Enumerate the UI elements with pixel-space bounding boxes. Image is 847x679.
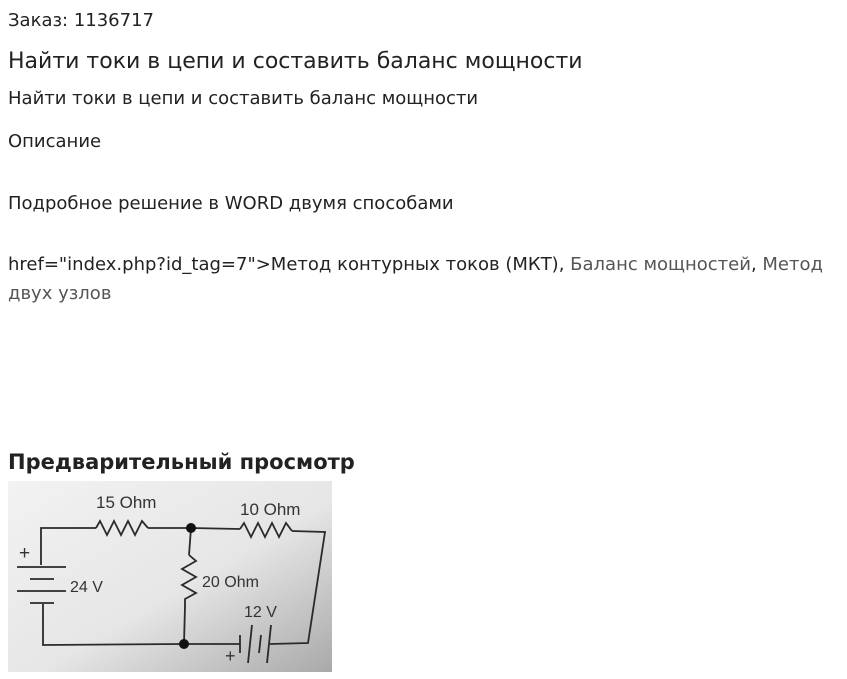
tag-link-two-node-method[interactable]: Метод двух узлов [8,254,823,304]
label-20-ohm: 20 Ohm [202,574,259,591]
node-top [186,523,196,533]
label-plus-12v: + [225,646,236,666]
label-24-v: 24 V [70,579,103,596]
tag-link-power-balance[interactable]: Баланс мощностей [570,254,751,275]
tag-list [8,250,828,308]
page-title: Найти токи в цепи и составить баланс мощности [8,49,583,74]
label-plus-24v: + [19,543,31,564]
tag-separator: , [750,254,763,275]
wire-top-right [191,528,240,529]
tag-raw-text: href="index.php?id_tag=7">Метод контурных токов (МКТ), [8,254,571,275]
page-subtitle: Найти токи в цепи и составить баланс мощности [8,88,479,109]
description-text: Подробное решение в WORD двумя способами [8,193,454,214]
label-12-v: 12 V [244,604,277,621]
preview-image [8,481,332,672]
order-number: Заказ: 1136717 [8,10,154,31]
label-10-ohm: 10 Ohm [240,500,301,519]
wire-middle-bottom [184,606,185,644]
label-15-ohm: 15 Ohm [96,493,157,512]
preview-heading: Предварительный просмотр [8,450,355,474]
node-bottom [179,639,189,649]
circuit-diagram [8,481,332,672]
description-heading: Описание [8,131,102,152]
